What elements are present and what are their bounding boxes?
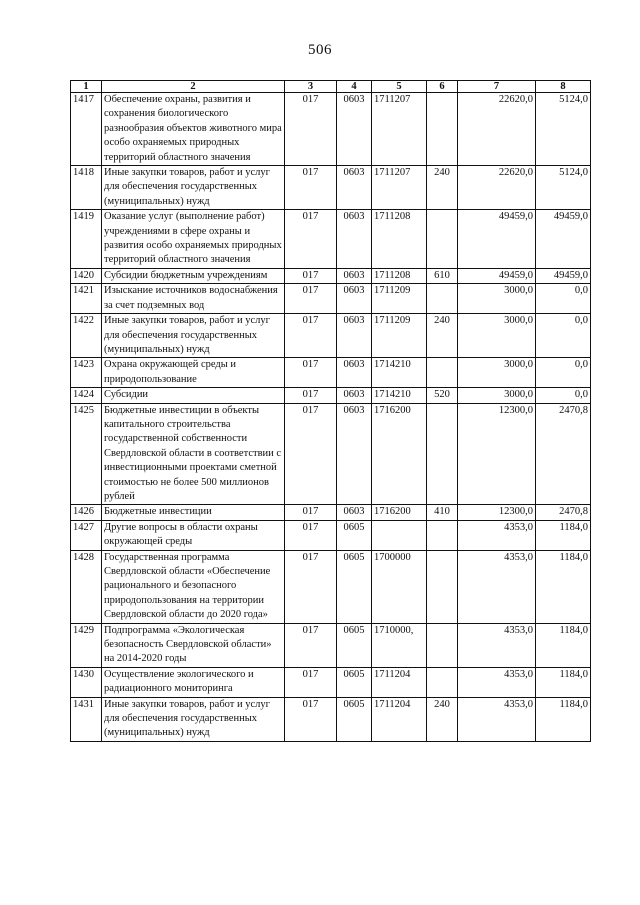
table-row — [71, 505, 591, 520]
table-row — [71, 388, 591, 403]
row-name: Бюджетные инвестиции — [102, 505, 285, 520]
row-name: Подпрограмма «Экологическая безопасность Свердловской области» на 2014-2020 годы — [102, 623, 285, 667]
section-code: 0603 — [337, 505, 372, 520]
admin-code: 017 — [285, 314, 337, 358]
table-row — [71, 93, 591, 166]
section-code: 0605 — [337, 697, 372, 741]
row-number: 1418 — [71, 166, 102, 210]
table-row — [71, 210, 591, 269]
section-code: 0605 — [337, 550, 372, 623]
expense-type-code: 610 — [427, 268, 458, 283]
admin-code: 017 — [285, 550, 337, 623]
section-code: 0603 — [337, 314, 372, 358]
table-row — [71, 697, 591, 741]
section-code: 0605 — [337, 667, 372, 697]
amount-total: 49459,0 — [458, 268, 536, 283]
table-row — [71, 667, 591, 697]
amount-federal: 0,0 — [536, 358, 591, 388]
table-row — [71, 358, 591, 388]
expense-type-code — [427, 403, 458, 505]
section-code: 0603 — [337, 210, 372, 269]
expense-type-code: 240 — [427, 697, 458, 741]
section-code: 0603 — [337, 388, 372, 403]
row-name: Другие вопросы в области охраны окружающей среды — [102, 520, 285, 550]
row-name: Охрана окружающей среды и природопользование — [102, 358, 285, 388]
target-article-code: 1716200 — [372, 505, 427, 520]
table-row — [71, 520, 591, 550]
amount-total: 4353,0 — [458, 623, 536, 667]
amount-total: 3000,0 — [458, 284, 536, 314]
row-name: Иные закупки товаров, работ и услуг для обеспечения государственных (муниципальных) нужд — [102, 166, 285, 210]
amount-total: 3000,0 — [458, 314, 536, 358]
expense-type-code — [427, 284, 458, 314]
row-name: Бюджетные инвестиции в объекты капитального строительства государственной собственности Свердловской области в соответствии с инвестиционными проектами сметной стоимостью не более 500 миллионов рублей — [102, 403, 285, 505]
amount-federal: 49459,0 — [536, 268, 591, 283]
expense-type-code — [427, 520, 458, 550]
amount-federal: 0,0 — [536, 284, 591, 314]
amount-total: 4353,0 — [458, 520, 536, 550]
amount-total: 49459,0 — [458, 210, 536, 269]
row-number: 1424 — [71, 388, 102, 403]
column-header: 6 — [427, 81, 458, 93]
budget-table — [70, 80, 591, 742]
amount-federal: 1184,0 — [536, 667, 591, 697]
target-article-code — [372, 520, 427, 550]
expense-type-code — [427, 358, 458, 388]
amount-federal: 5124,0 — [536, 166, 591, 210]
target-article-code: 1710000, — [372, 623, 427, 667]
row-name: Обеспечение охраны, развития и сохранения биологического разнообразия объектов животного мира особо охраняемых природных территорий областного значения — [102, 93, 285, 166]
row-name: Государственная программа Свердловской области «Обеспечение рационального и безопасного природопользования на территории Свердловской области до 2020 года» — [102, 550, 285, 623]
amount-total: 4353,0 — [458, 550, 536, 623]
table-row — [71, 268, 591, 283]
amount-federal: 1184,0 — [536, 697, 591, 741]
amount-federal: 2470,8 — [536, 505, 591, 520]
column-header: 5 — [372, 81, 427, 93]
section-code: 0603 — [337, 166, 372, 210]
expense-type-code — [427, 93, 458, 166]
admin-code: 017 — [285, 667, 337, 697]
table-row — [71, 403, 591, 505]
amount-federal: 2470,8 — [536, 403, 591, 505]
amount-total: 22620,0 — [458, 166, 536, 210]
target-article-code: 1711204 — [372, 697, 427, 741]
target-article-code: 1711207 — [372, 166, 427, 210]
row-number: 1423 — [71, 358, 102, 388]
amount-total: 12300,0 — [458, 403, 536, 505]
amount-federal: 49459,0 — [536, 210, 591, 269]
column-header: 3 — [285, 81, 337, 93]
row-number: 1422 — [71, 314, 102, 358]
section-code: 0603 — [337, 93, 372, 166]
row-name: Осуществление экологического и радиационного мониторинга — [102, 667, 285, 697]
row-number: 1421 — [71, 284, 102, 314]
header-row — [71, 81, 591, 93]
amount-federal: 1184,0 — [536, 520, 591, 550]
section-code: 0605 — [337, 623, 372, 667]
expense-type-code: 520 — [427, 388, 458, 403]
amount-federal: 0,0 — [536, 388, 591, 403]
target-article-code: 1711204 — [372, 667, 427, 697]
column-header: 8 — [536, 81, 591, 93]
row-name: Субсидии бюджетным учреждениям — [102, 268, 285, 283]
row-number: 1429 — [71, 623, 102, 667]
expense-type-code: 240 — [427, 314, 458, 358]
admin-code: 017 — [285, 520, 337, 550]
expense-type-code — [427, 623, 458, 667]
section-code: 0603 — [337, 403, 372, 505]
admin-code: 017 — [285, 505, 337, 520]
table-row — [71, 550, 591, 623]
admin-code: 017 — [285, 210, 337, 269]
target-article-code: 1711207 — [372, 93, 427, 166]
admin-code: 017 — [285, 268, 337, 283]
row-number: 1419 — [71, 210, 102, 269]
table-row — [71, 314, 591, 358]
row-number: 1431 — [71, 697, 102, 741]
admin-code: 017 — [285, 166, 337, 210]
admin-code: 017 — [285, 623, 337, 667]
column-header: 4 — [337, 81, 372, 93]
amount-total: 12300,0 — [458, 505, 536, 520]
amount-total: 22620,0 — [458, 93, 536, 166]
target-article-code: 1714210 — [372, 358, 427, 388]
amount-federal: 1184,0 — [536, 623, 591, 667]
admin-code: 017 — [285, 93, 337, 166]
target-article-code: 1716200 — [372, 403, 427, 505]
row-name: Иные закупки товаров, работ и услуг для обеспечения государственных (муниципальных) нужд — [102, 697, 285, 741]
amount-total: 4353,0 — [458, 667, 536, 697]
row-number: 1427 — [71, 520, 102, 550]
target-article-code: 1711209 — [372, 284, 427, 314]
amount-federal: 5124,0 — [536, 93, 591, 166]
target-article-code: 1711208 — [372, 268, 427, 283]
target-article-code: 1700000 — [372, 550, 427, 623]
column-header: 1 — [71, 81, 102, 93]
column-header: 2 — [102, 81, 285, 93]
expense-type-code — [427, 550, 458, 623]
amount-federal: 0,0 — [536, 314, 591, 358]
admin-code: 017 — [285, 358, 337, 388]
amount-total: 4353,0 — [458, 697, 536, 741]
section-code: 0603 — [337, 358, 372, 388]
row-name: Иные закупки товаров, работ и услуг для обеспечения государственных (муниципальных) нужд — [102, 314, 285, 358]
column-header: 7 — [458, 81, 536, 93]
expense-type-code: 410 — [427, 505, 458, 520]
expense-type-code: 240 — [427, 166, 458, 210]
row-number: 1417 — [71, 93, 102, 166]
row-number: 1425 — [71, 403, 102, 505]
admin-code: 017 — [285, 697, 337, 741]
admin-code: 017 — [285, 388, 337, 403]
row-number: 1428 — [71, 550, 102, 623]
amount-federal: 1184,0 — [536, 550, 591, 623]
page-number: 506 — [308, 42, 332, 58]
target-article-code: 1711208 — [372, 210, 427, 269]
expense-type-code — [427, 667, 458, 697]
row-number: 1426 — [71, 505, 102, 520]
admin-code: 017 — [285, 284, 337, 314]
table-row — [71, 284, 591, 314]
amount-total: 3000,0 — [458, 388, 536, 403]
amount-total: 3000,0 — [458, 358, 536, 388]
table-row — [71, 166, 591, 210]
target-article-code: 1714210 — [372, 388, 427, 403]
section-code: 0603 — [337, 284, 372, 314]
expense-type-code — [427, 210, 458, 269]
table-row — [71, 623, 591, 667]
row-number: 1420 — [71, 268, 102, 283]
row-name: Субсидии — [102, 388, 285, 403]
row-number: 1430 — [71, 667, 102, 697]
target-article-code: 1711209 — [372, 314, 427, 358]
section-code: 0605 — [337, 520, 372, 550]
row-name: Изыскание источников водоснабжения за счет подземных вод — [102, 284, 285, 314]
section-code: 0603 — [337, 268, 372, 283]
row-name: Оказание услуг (выполнение работ) учреждениями в сфере охраны и развития особо охраняемых природных территорий областного значения — [102, 210, 285, 269]
admin-code: 017 — [285, 403, 337, 505]
